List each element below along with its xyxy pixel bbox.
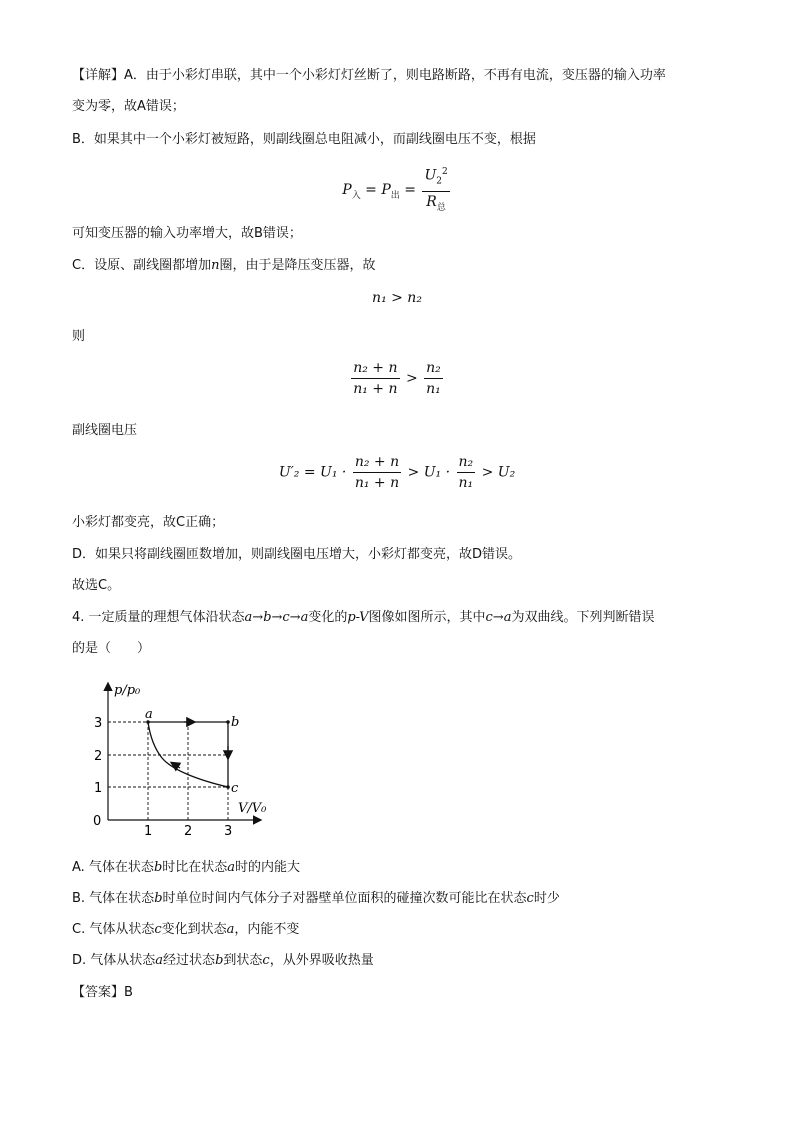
pv-graph [88, 676, 288, 836]
choose-c: 故选C。 [72, 578, 121, 593]
option-c: C. 气体从状态c变化到状态a，内能不变 [72, 922, 300, 937]
y-axis-label: p/p₀ [114, 683, 141, 698]
explanation-secondary-voltage: 副线圈电压 [72, 423, 138, 438]
x-tick-3: 3 [224, 824, 233, 836]
y-tick-2: 2 [94, 749, 103, 764]
origin-label: 0 [93, 814, 102, 829]
point-c-dot [226, 785, 230, 789]
option-d: D. 气体从状态a经过状态b到状态c，从外界吸收热量 [72, 953, 374, 968]
x-tick-2: 2 [184, 824, 193, 836]
point-a-label: a [145, 707, 153, 722]
option-a: A. 气体在状态b时比在状态a时的内能大 [72, 860, 301, 875]
explanation-then: 则 [72, 329, 86, 344]
option-b: B. 气体在状态b时单位时间内气体分子对器壁单位面积的碰撞次数可能比在状态c时少 [72, 891, 560, 906]
explanation-b: B．如果其中一个小彩灯被短路，则副线圈总电阻减小，而副线圈电压不变，根据 [72, 132, 536, 147]
y-tick-1: 1 [94, 781, 103, 796]
question-4-line-1: 4. 一定质量的理想气体沿状态a→b→c→a变化的p-V图像如图所示，其中c→a为双曲线。下列判断错误 [72, 610, 655, 625]
equation-n1-gt-n2: n₁ > n₂ [372, 290, 422, 306]
equation-ratio: $\frac{\text{n₂ + n}}{\text{n₁ + n}}$ > $\frac{\text{n₂}}{\text{n₁}}$ [353, 360, 441, 397]
answer [72, 983, 133, 1003]
x-axis-label: V/V₀ [238, 801, 267, 816]
explanation-line-2: 变为零，故A错误； [72, 99, 185, 114]
explanation-c-conclusion: 小彩灯都变亮，故C正确； [72, 515, 225, 530]
explanation-d: D．如果只将副线圈匝数增加，则副线圈电压增大，小彩灯都变亮，故D错误。 [72, 547, 522, 562]
point-b-dot [226, 720, 230, 724]
equation-power: $P_入 = P_出$ = $\frac{U_2^2}{R_总}$ [0, 164, 794, 216]
point-b-label: b [231, 715, 240, 730]
answer-label: 【答案】 [72, 985, 125, 1000]
x-tick-1: 1 [144, 824, 153, 836]
point-c-label: c [231, 781, 239, 796]
question-4-line-2: 的是（ ） [72, 641, 151, 656]
explanation-c: C．设原、副线圈都增加n圈，由于是降压变压器，故 [72, 258, 376, 273]
explanation-b-conclusion: 可知变压器的输入功率增大，故B错误； [72, 226, 302, 241]
y-tick-3: 3 [94, 716, 103, 731]
equation-voltage: U′₂ = U₁ · $\frac{\text{n₂ + n}}{\text{n₁ + n}}$ > U₁ · $\frac{\text{n₂}}{\text{n₁}}$ > U₂ [278, 454, 516, 491]
grid-lines [108, 722, 228, 820]
answer-value: B [124, 985, 133, 1000]
explanation-line-1: 【详解】A．由于小彩灯串联，其中一个小彩灯灯丝断了，则电路断路，不再有电流，变压器的输入功率 [72, 68, 666, 83]
